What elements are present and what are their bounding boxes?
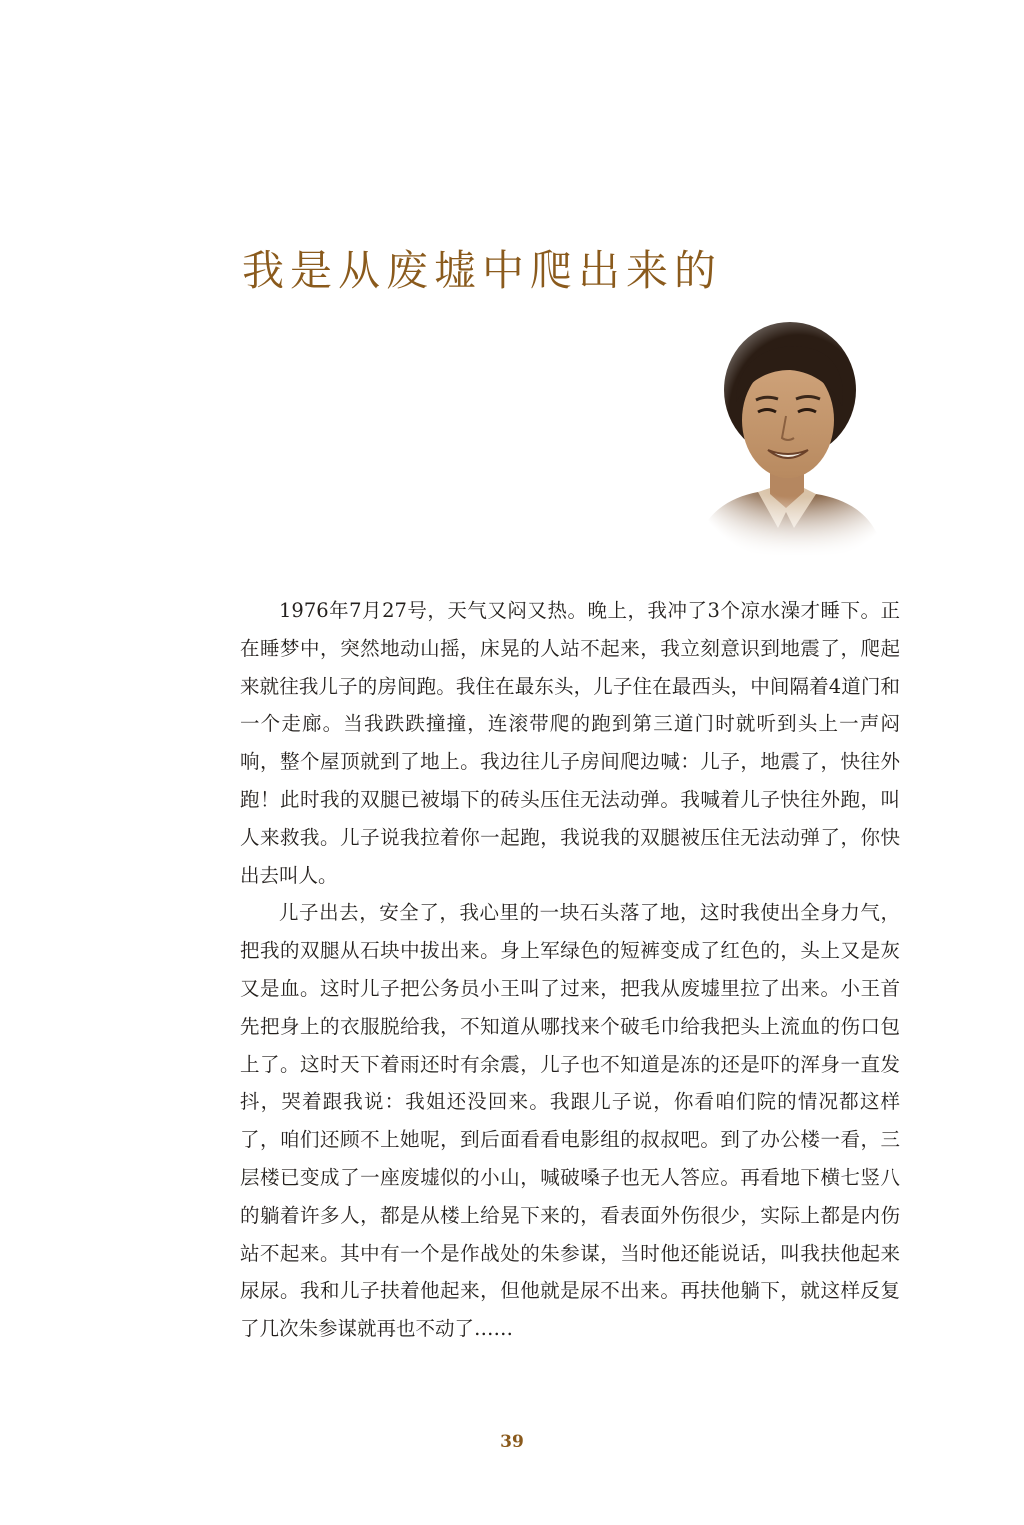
- chapter-title: 我是从废墟中爬出来的: [242, 246, 723, 295]
- page-number: 39: [500, 1432, 524, 1452]
- paragraph: 1976年7月27号，天气又闷又热。晚上，我冲了3个凉水澡才睡下。正在睡梦中，突然地动山摇，床晃的人站不起来，我立刻意识到地震了，爬起来就往我儿子的房间跑。我住在最东头，儿子住在最西头，中间隔着4道门和一个走廊。当我跌跌撞撞，连滚带爬的跑到第三道门时就听到头上一声闷响，整个屋顶就到了地上。我边往儿子房间爬边喊：儿子，地震了，快往外跑！此时我的双腿已被塌下的砖头压住无法动弹。我喊着儿子快往外跑，叫人来救我。儿子说我拉着你一起跑，我说我的双腿被压住无法动弹了，你快出去叫人。: [240, 599, 900, 887]
- article-body: [240, 592, 900, 1348]
- paragraph: 儿子出去，安全了，我心里的一块石头落了地，这时我使出全身力气，把我的双腿从石块中拔出来。身上军绿色的短裤变成了红色的，头上又是灰又是血。这时儿子把公务员小王叫了过来，把我从废墟里拉了出来。小王首先把身上的衣服脱给我，不知道从哪找来个破毛巾给我把头上流血的伤口包上了。这时天下着雨还时有余震，儿子也不知道是冻的还是吓的浑身一直发抖，哭着跟我说：我姐还没回来。我跟儿子说，你看咱们院的情况都这样了，咱们还顾不上她呢，到后面看看电影组的叔叔吧。到了办公楼一看，三层楼已变成了一座废墟似的小山，喊破嗓子也无人答应。再看地下横七竖八的躺着许多人，都是从楼上给晃下来的，看表面外伤很少，实际上都是内伤站不起来。其中有一个是作战处的朱参谋，当时他还能说话，叫我扶他起来尿尿。我和儿子扶着他起来，但他就是尿不出来。再扶他躺下，就这样反复了几次朱参谋就再也不动了……: [240, 901, 900, 1341]
- portrait-photo: [686, 316, 891, 556]
- portrait-illustration: [686, 316, 891, 556]
